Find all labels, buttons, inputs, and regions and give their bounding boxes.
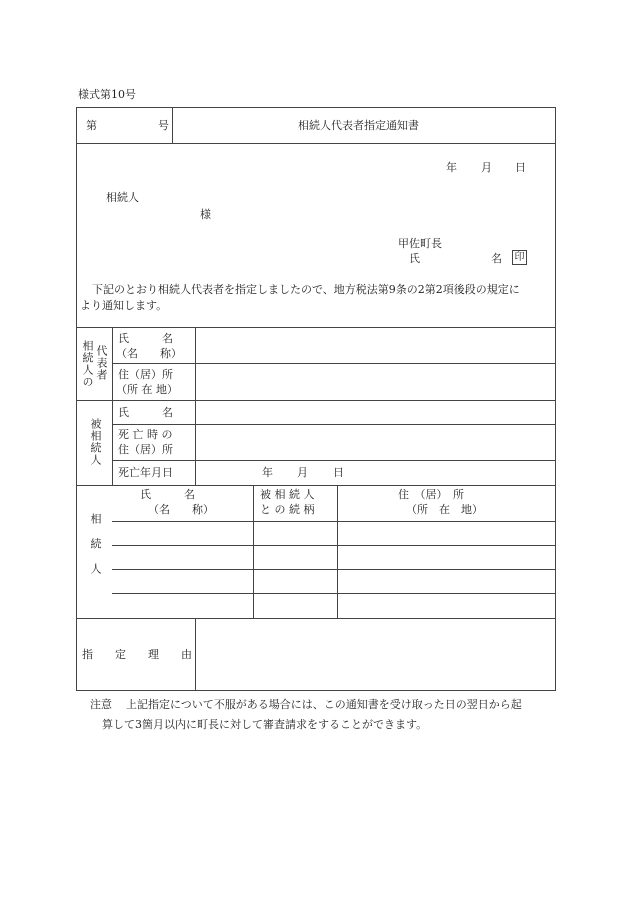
reason-cell[interactable]	[196, 619, 555, 690]
heirs-col-name-1: 氏 名	[140, 488, 195, 501]
heir-1-name-cell[interactable]	[113, 522, 253, 545]
heir-4-relation-cell[interactable]	[254, 594, 337, 617]
sender-name-label-2: 名	[491, 252, 502, 265]
heir-1-relation-cell[interactable]	[254, 522, 337, 545]
heirs-col-relation-1: 被 相 続 人	[260, 488, 315, 501]
representative-label-col-b: 代表者	[95, 345, 108, 381]
death-date-month: 月	[297, 466, 308, 479]
rep-address-cell[interactable]	[196, 364, 555, 400]
reason-label: 指 定 理 由	[82, 648, 192, 661]
body-line-1: 下記のとおり相続人代表者を指定しましたので、地方税法第9条の2第2項後段の規定に	[92, 283, 520, 296]
heirs-col-address-2: （所 在 地）	[406, 503, 483, 516]
note-line-2: 算して3箇月以内に町長に対して審査請求をすることができます。	[102, 718, 428, 731]
form-number: 様式第10号	[78, 88, 136, 101]
rep-name-cell[interactable]	[196, 328, 555, 363]
date-day: 日	[515, 161, 526, 174]
death-date-label: 死亡年月日	[118, 466, 173, 479]
note-line-1: 上記指定について不服がある場合には、この通知書を受け取った日の翌日から起	[126, 698, 522, 711]
note-label: 注意	[90, 698, 112, 711]
sender-name-label-1: 氏	[409, 252, 420, 265]
deceased-address-cell[interactable]	[196, 425, 555, 460]
body-line-2: より通知します。	[80, 299, 168, 312]
deceased-address-label-2: 住（居）所	[118, 443, 173, 456]
sender-title: 甲佐町長	[398, 237, 442, 250]
date-year: 年	[446, 161, 457, 174]
number-prefix: 第	[86, 119, 97, 132]
heir-2-name-cell[interactable]	[113, 546, 253, 569]
date-month: 月	[481, 161, 492, 174]
heirs-col-address-1: 住 （居） 所	[398, 488, 464, 501]
heir-1-address-cell[interactable]	[338, 522, 555, 545]
death-date-day: 日	[333, 466, 344, 479]
seal-mark: 印	[512, 250, 527, 265]
rep-name-label-2: （名 称）	[116, 347, 182, 360]
rep-address-label-2: （所 在 地）	[116, 383, 178, 396]
rep-address-label-1: 住（居）所	[118, 368, 173, 381]
rep-name-label-1: 氏 名	[118, 332, 173, 345]
heirs-col-relation-2: と の 続 柄	[260, 503, 315, 516]
deceased-section-label: 被相続人	[89, 418, 102, 466]
number-suffix: 号	[158, 119, 169, 132]
heirs-col-name-2: （名 称）	[148, 503, 214, 516]
document-title: 相続人代表者指定通知書	[298, 119, 419, 132]
heir-3-relation-cell[interactable]	[254, 570, 337, 593]
deceased-address-label-1: 死 亡 時 の	[118, 428, 173, 441]
heir-3-name-cell[interactable]	[113, 570, 253, 593]
death-date-year: 年	[262, 466, 273, 479]
heir-2-address-cell[interactable]	[338, 546, 555, 569]
addressee-honorific: 様	[200, 208, 211, 221]
representative-label-col-a: 相続人の	[81, 340, 94, 388]
heir-4-address-cell[interactable]	[338, 594, 555, 617]
deceased-name-label: 氏 名	[118, 406, 173, 419]
addressee-label: 相続人	[106, 191, 139, 204]
heir-2-relation-cell[interactable]	[254, 546, 337, 569]
heir-4-name-cell[interactable]	[113, 594, 253, 617]
heir-3-address-cell[interactable]	[338, 570, 555, 593]
heirs-section-label: 相続人	[89, 513, 102, 588]
deceased-name-cell[interactable]	[196, 401, 555, 424]
